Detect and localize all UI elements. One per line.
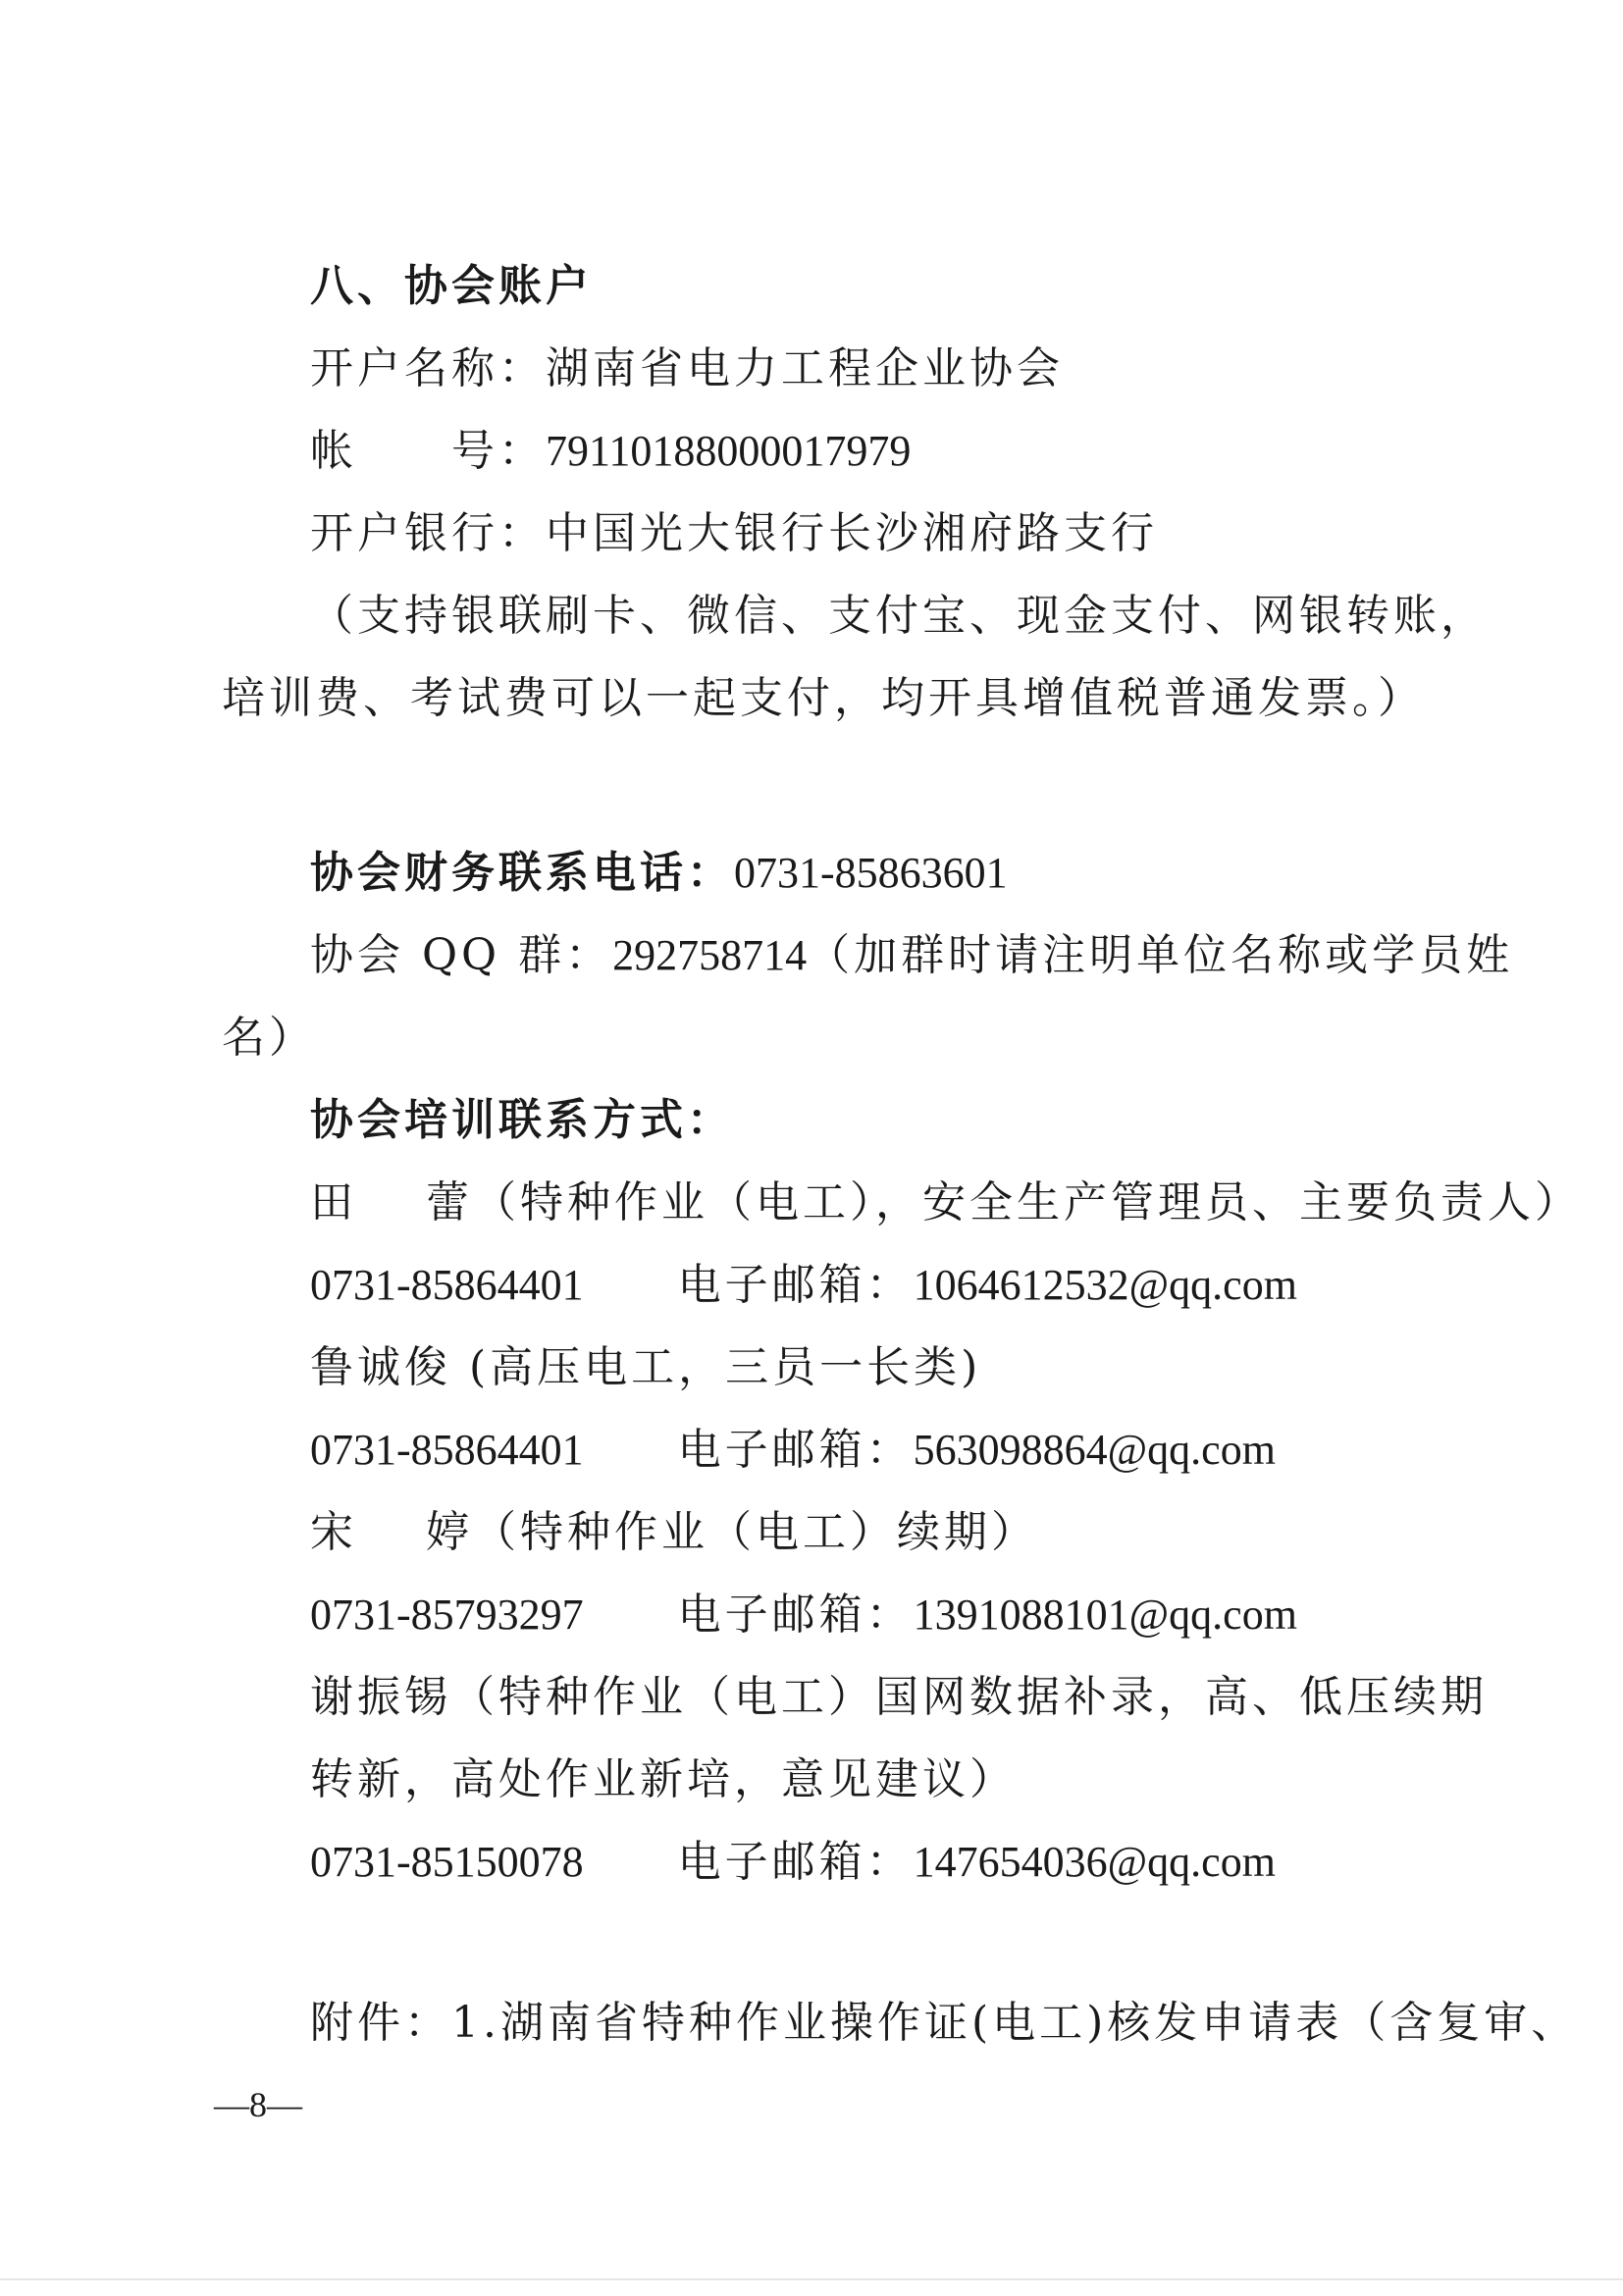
qq-group-row-cont: 名） (222, 1013, 316, 1063)
training-contacts-heading: 协会培训联系方式： (310, 1095, 734, 1145)
contact-4-name-row: 谢振锡（特种作业（电工）国网数据补录，高、低压续期 (310, 1672, 1488, 1722)
contact-1-name-row: 田 蕾（特种作业（电工），安全生产管理员、主要负责人） (310, 1177, 1582, 1227)
payment-note-line-1: （支持银联刷卡、微信、支付宝、现金支付、网银转账， (310, 591, 1488, 641)
qq-group-row: 协会 QQ 群：292758714（加群时请注明单位名称或学员姓 (310, 930, 1514, 980)
contact-2-name-row: 鲁诚俊 (高压电工，三员一长类) (310, 1342, 982, 1392)
contact-2-phone-row: 0731-85864401 电子邮箱：563098864@qq.com (310, 1425, 1276, 1475)
contact-4-phone-row: 0731-85150078 电子邮箱：147654036@qq.com (310, 1837, 1276, 1887)
contact-4-name-row-cont: 转新，高处作业新培，意见建议） (310, 1754, 1017, 1804)
attachment-line: 附件：1.湖南省特种作业操作证(电工)核发申请表（含复审、 (310, 1998, 1579, 2048)
contact-3-name-row: 宋 婷（特种作业（电工）续期） (310, 1507, 1038, 1557)
contact-1-phone-row: 0731-85864401 电子邮箱：1064612532@qq.com (310, 1260, 1297, 1310)
bank-row: 开户银行：中国光大银行长沙湘府路支行 (310, 508, 1158, 558)
account-name-row: 开户名称：湖南省电力工程企业协会 (310, 343, 1064, 393)
page-number: —8— (214, 2085, 302, 2124)
account-number-row: 帐 号：79110188000017979 (310, 426, 912, 476)
finance-phone-row: 协会财务联系电话：0731-85863601 (310, 848, 1008, 898)
section-heading: 八、协会账户 (310, 261, 593, 311)
payment-note-line-2: 培训费、考试费可以一起支付，均开具增值税普通发票。） (222, 673, 1425, 723)
page-bottom-edge (0, 2278, 1623, 2280)
contact-3-phone-row: 0731-85793297 电子邮箱：1391088101@qq.com (310, 1590, 1297, 1640)
